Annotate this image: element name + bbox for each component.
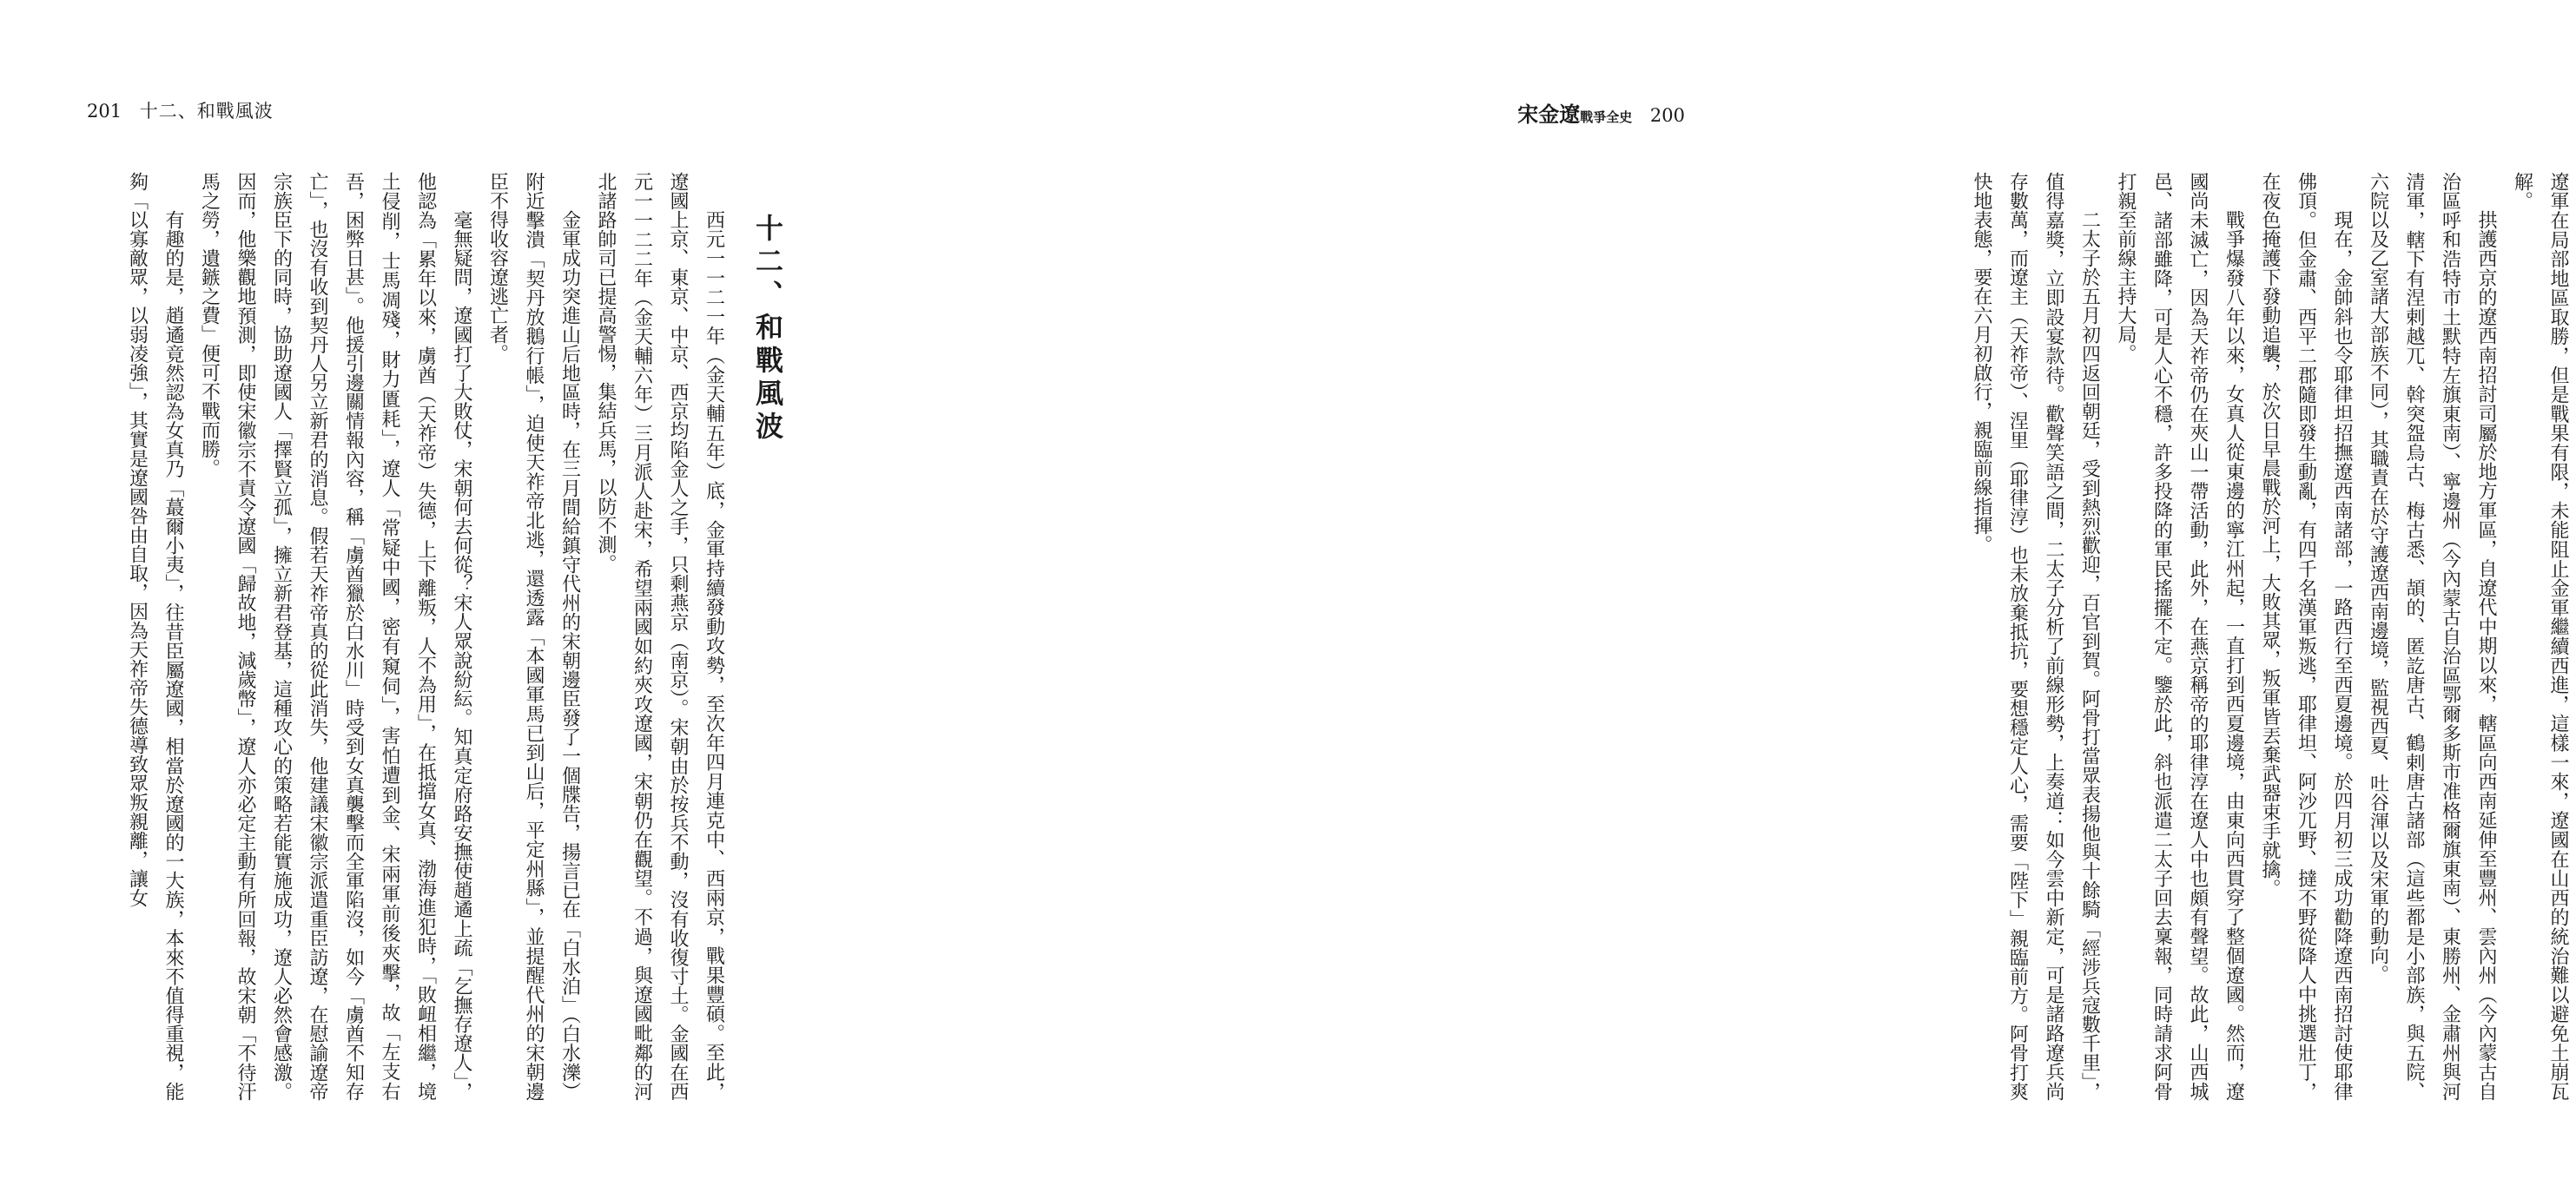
paragraph: 金軍成功突進山后地區時，在三月間給鎮守代州的宋朝邊臣發了一個牒告，揚言已在「白水泊」（白水濼）附近擊潰「契丹放鵝行帳」，迫使天祚帝北逃，還透露「本國軍馬已到山后，平定州縣」，並提醒代州的宋朝邊臣不得收容遼逃亡者。	[486, 172, 581, 1101]
left-running-title: 十二、和戰風波	[139, 101, 274, 122]
paragraph: 有趣的是，趙遹竟然認為女真乃「蕞爾小夷」，往昔臣屬遼國，相當於遼國的一大族，本來不值得重視，能夠「以寡敵眾，以弱凌強」，其實是遼國咎由自取，因為天祚帝失德導致眾叛親離，讓女	[126, 172, 184, 1101]
right-page	[872, 0, 2569, 1179]
paragraph: 拱護西京的遼西南招討司屬於地方軍區，自遼代中期以來，轄區向西南延伸至豐州、雲內州（今內蒙古自治區呼和浩特市土默特左旗東南）、寧邊州（今內蒙古自治區鄂爾多斯市准格爾旗東南）、東勝州、金肅州與河清軍，轄下有涅剌越兀、斡突盌烏古、梅古悉、頡的、匿訖唐古、鶴剌唐古諸部（這些都是小部族，與五院、六院以及乙室諸大部族不同），其職責在於守護遼西南邊境，監視西夏、吐谷渾以及宋軍的動向。	[2367, 172, 2497, 1101]
left-body-text	[97, 172, 792, 1101]
right-body-text	[1827, 172, 2576, 1101]
paragraph: 西元一一二一年（金天輔五年）底，金軍持續發動攻勢，至次年四月連克中、西兩京，戰果豐碩。至此，遼國上京、東京、中京、西京均陷金人之手，只剩燕京（南京）。宋朝由於按兵不動，沒有收復寸土。金國在西元一一二二年（金天輔六年）三月派人赴宋，希望兩國如約夾攻遼國，宋朝仍在觀望。不過，與遼國毗鄰的河北諸路帥司已提高警惕，集結兵馬，以防不測。	[595, 172, 725, 1101]
right-page-number: 200	[1649, 105, 1685, 126]
book-title-sub: 戰爭全史	[1580, 109, 1633, 125]
right-running-head	[1517, 97, 1697, 128]
paragraph: 戰爭爆發八年以來，女真人從東邊的寧江州起，一直打到西夏邊境，由東向西貫穿了整個遼國。然而，遼國尚未滅亡，因為天祚帝仍在夾山一帶活動，此外，在燕京稱帝的耶律淳在遼人中也頗有聲望。故此，山西城邑、諸部雖降，可是人心不穩，許多投降的軍民搖擺不定。鑒於此，斜也派遣二太子回去稟報，同時請求阿骨打親至前線主持大局。	[2115, 172, 2245, 1101]
continued-paragraph: 遼軍在局部地區取勝，但是戰果有限，未能阻止金軍繼續西進，這樣一來，遼國在山西的統治難以避免土崩瓦解。	[2511, 172, 2569, 1101]
paragraph: 現在，金帥斜也令耶律坦招撫遼西南諸部，一路西行至西夏邊境。於四月初三成功勸降遼西南招討使耶律佛頂。但金肅、西平二郡隨即發生動亂，有四千名漢軍叛逃，耶律坦、阿沙兀野、撻不野從降人中挑選壯丁，在夜色掩護下發動追襲，於次日早晨戰於河上，大敗其眾，叛軍皆丟棄武器束手就擒。	[2259, 172, 2353, 1101]
paragraph: 毫無疑問，遼國打了大敗仗，宋朝何去何從？宋人眾說紛紜。知真定府路安撫使趙遹上疏「乞撫存遼人」，他認為「累年以來，虜酋（天祚帝）失德，上下離叛，人不為用」，在抵擋女真、渤海進犯時，「敗衄相繼，境土侵削，士馬凋殘，財力匱耗」，遼人「常疑中國，密有窺伺」，害怕遭到金、宋兩軍前後夾擊，故「左支右吾，困弊日甚」。他援引邊關情報內容，稱「虜酋獵於白水川」時受到女真襲擊而全軍陷沒，如今「虜酋不知存亡」，也沒有收到契丹人另立新君的消息。假若天祚帝真的從此消失，他建議宋徽宗派遣重臣訪遼，在慰諭遼帝宗族臣下的同時，協助遼國人「擇賢立孤」，擁立新君登基，這種攻心的策略若能實施成功，遼人必然會感激。因而，他樂觀地預測，即使宋徽宗不責令遼國「歸故地，減歲幣」，遼人亦必定主動有所回報，故宋朝「不待汗馬之勞，遺鏃之費」便可不戰而勝。	[198, 172, 472, 1101]
paragraph: 二太子於五月初四返回朝廷，受到熱烈歡迎，百官到賀。阿骨打當眾表揚他與十餘騎「經涉兵寇數千里」，值得嘉獎，立即設宴款待。歡聲笑語之間，二太子分析了前線形勢，上奏道：如今雲中新定，可是諸路遼兵尚存數萬，而遼主（天祚帝）、涅里（耶律淳）也未放棄抵抗，要想穩定人心，需要「陛下」親臨前方。阿骨打爽快地表態，要在六月初啟行，親臨前線指揮。	[1971, 172, 2101, 1101]
left-page-number: 201	[87, 101, 122, 122]
left-page	[0, 0, 872, 1179]
book-title-main: 宋金遼	[1517, 102, 1581, 127]
left-running-head	[75, 97, 274, 123]
chapter-title: 十二、和戰風波	[751, 214, 784, 445]
